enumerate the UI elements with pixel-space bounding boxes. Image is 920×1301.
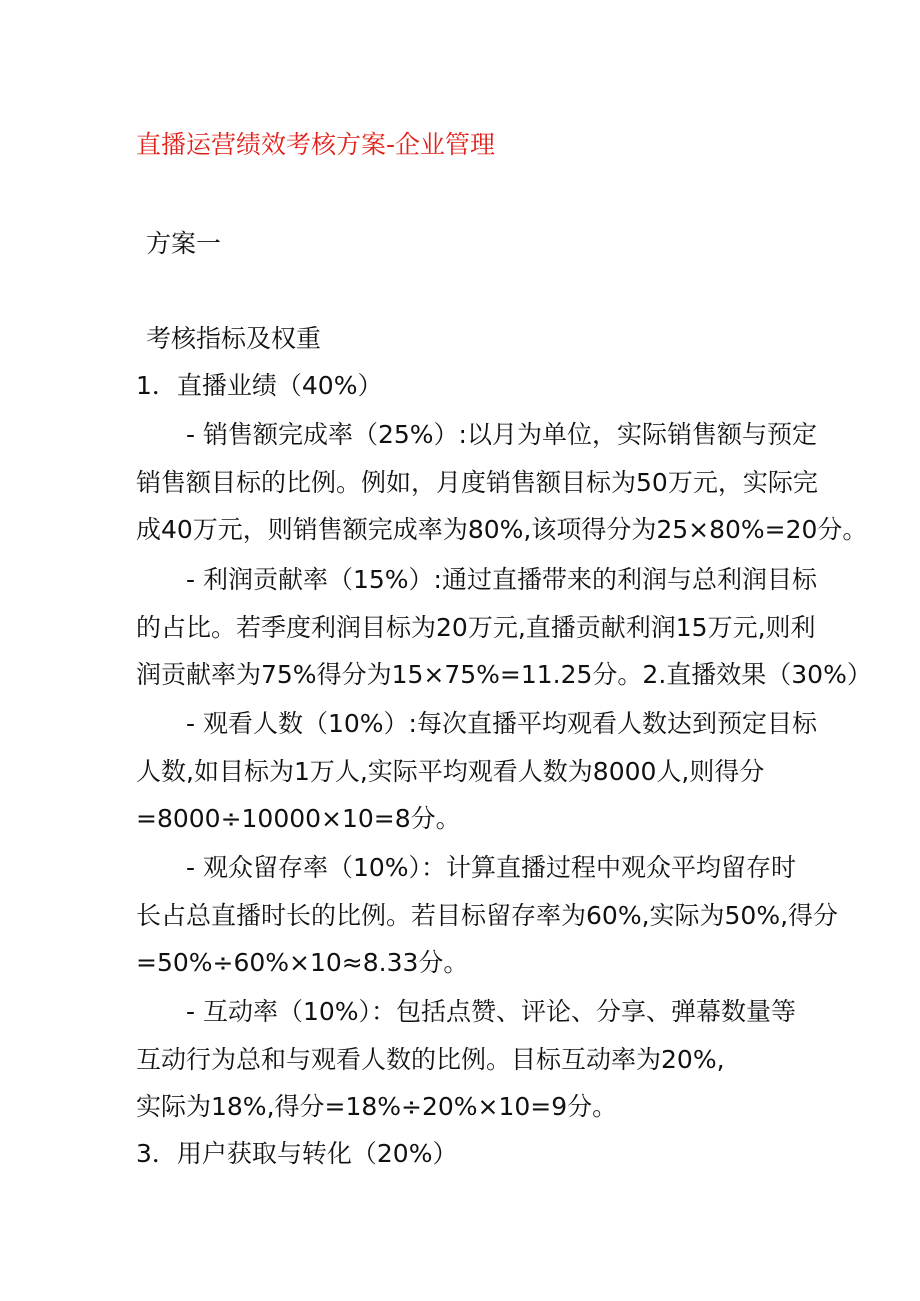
body-line-12: 长占总直播时长的比例。若目标留存率为60%,实际为50%,得分 [136, 901, 839, 930]
body-line-15: 互动行为总和与观看人数的比例。目标互动率为20%, [136, 1045, 725, 1074]
subsection-heading: 考核指标及权重 [146, 324, 322, 353]
body-line-3: 销售额目标的比例。例如，月度销售额目标为50万元，实际完 [136, 468, 818, 497]
body-line-13: =50%÷60%×10≈8.33分。 [136, 948, 469, 977]
body-line-5: - 利润贡献率（15%）:通过直播带来的利润与总利润目标 [186, 565, 817, 594]
section-heading: 方案一 [146, 229, 222, 258]
doc-title: 直播运营绩效考核方案-企业管理 [136, 130, 496, 159]
body-line-2: - 销售额完成率（25%）:以月为单位，实际销售额与预定 [186, 420, 817, 449]
body-line-1: 1．直播业绩（40%） [136, 371, 383, 400]
body-line-11: - 观众留存率（10%）：计算直播过程中观众平均留存时 [186, 853, 797, 882]
body-line-6: 的占比。若季度利润目标为20万元,直播贡献利润15万元,则利 [136, 613, 816, 642]
body-line-4: 成40万元，则销售额完成率为80%,该项得分为25×80%=20分。 [136, 515, 868, 544]
body-line-8: - 观看人数（10%）:每次直播平均观看人数达到预定目标 [186, 709, 817, 738]
body-line-16: 实际为18%,得分=18%÷20%×10=9分。 [136, 1092, 618, 1121]
body-line-10: =8000÷10000×10=8分。 [136, 804, 461, 833]
body-line-14: - 互动率（10%）：包括点赞、评论、分享、弹幕数量等 [186, 997, 797, 1026]
body-line-9: 人数,如目标为1万人,实际平均观看人数为8000人,则得分 [136, 757, 765, 786]
body-line-17: 3．用户获取与转化（20%） [136, 1139, 458, 1168]
body-line-7: 润贡献率为75%得分为15×75%=11.25分。2.直播效果（30%） [136, 660, 872, 689]
